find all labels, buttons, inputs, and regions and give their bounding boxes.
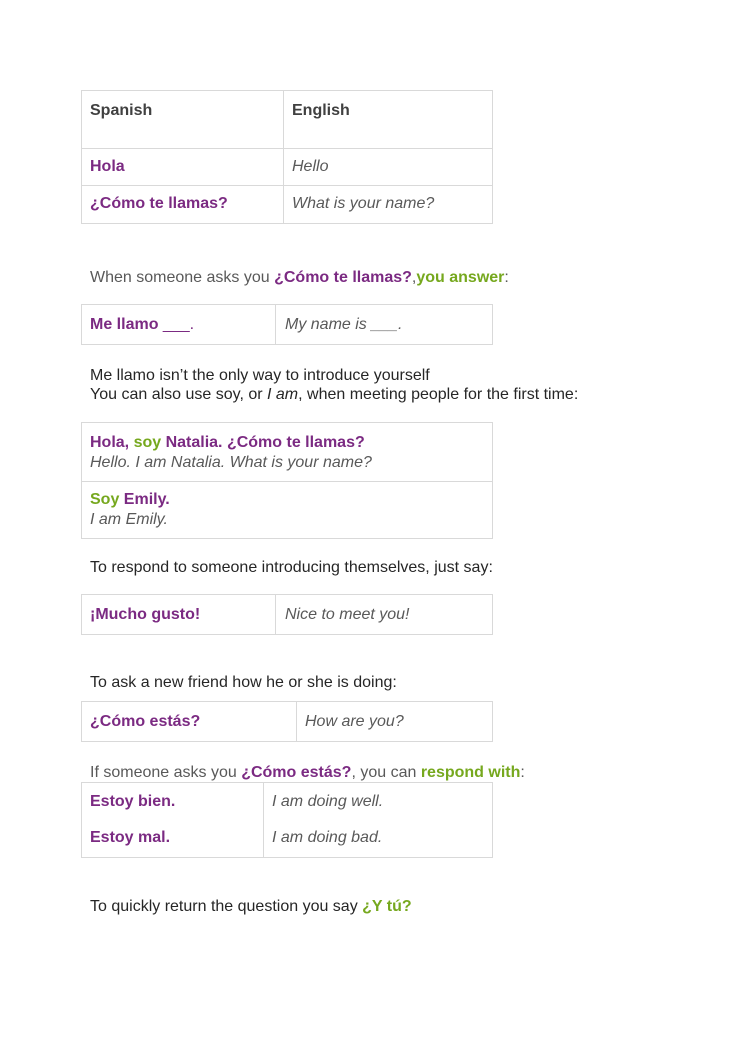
spanish-phrase: Emily.: [119, 491, 170, 508]
paragraph-text: When someone asks you: [90, 269, 275, 286]
english-translation: Hello. I am Natalia. What is your name?: [90, 454, 372, 471]
english-translation: Nice to meet you!: [285, 606, 410, 623]
paragraph-text: :: [520, 764, 525, 781]
spanish-answer: [90, 315, 194, 334]
paragraph-ask-friend: To ask a new friend how he or she is doing:: [90, 674, 397, 691]
highlighted-phrase: you answer: [416, 269, 505, 286]
english-translation: What is your name?: [292, 195, 435, 212]
spanish-phrase: ¿Cómo estás?: [241, 764, 352, 781]
highlighted-word: Soy: [90, 491, 120, 508]
column-header-spanish: Spanish: [90, 102, 153, 119]
blank-placeholder: ___.: [158, 316, 195, 333]
spanish-phrase: ¿Cómo te llamas?: [90, 195, 228, 212]
paragraph-line: Me llamo isn’t the only way to introduce yourself: [90, 367, 430, 384]
highlighted-word: soy: [133, 434, 162, 451]
spanish-phrase: Hola,: [90, 434, 134, 451]
spanish-phrase: Estoy mal.: [90, 829, 171, 846]
paragraph-respond: To respond to someone introducing themselves, just say:: [90, 559, 493, 576]
spanish-phrase: ¿Cómo estás?: [90, 713, 201, 730]
table-column-divider: [263, 782, 264, 858]
emphasis-text: I am: [267, 386, 299, 403]
paragraph-text: ,: [411, 269, 417, 286]
spanish-phrase: ¿Cómo te llamas?: [274, 269, 412, 286]
paragraph-line: [90, 385, 578, 404]
english-translation: I am doing well.: [272, 793, 384, 810]
paragraph-text: , when meeting people for the first time:: [298, 386, 579, 403]
spanish-phrase: Me llamo: [90, 316, 159, 333]
spanish-phrase: ¡Mucho gusto!: [90, 606, 201, 623]
table-column-divider: [275, 594, 276, 635]
english-translation: I am Emily.: [90, 511, 168, 528]
english-translation: I am doing bad.: [272, 829, 383, 846]
english-translation: My name is ___.: [285, 316, 403, 333]
spanish-phrase: Hola: [90, 158, 125, 175]
english-translation: How are you?: [305, 713, 404, 730]
dialog-table-row-divider: [81, 481, 493, 482]
paragraph-when-asked: [90, 268, 509, 287]
dialog-spanish-line: [90, 490, 170, 509]
spanish-phrase: Estoy bien.: [90, 793, 176, 810]
paragraph-text: If someone asks you: [90, 764, 242, 781]
vocab-table-column-divider: [283, 90, 284, 224]
highlighted-phrase: respond with: [420, 764, 521, 781]
spanish-phrase: Natalia. ¿Cómo te llamas?: [161, 434, 365, 451]
paragraph-text: :: [504, 269, 509, 286]
column-header-english: English: [292, 102, 350, 119]
highlighted-phrase: ¿Y tú?: [362, 898, 412, 915]
table-column-divider: [296, 701, 297, 742]
paragraph-text: You can also use soy, or: [90, 386, 267, 403]
vocab-table-row-divider: [81, 148, 493, 149]
paragraph-return-question: [90, 897, 412, 916]
vocab-table-row-divider: [81, 185, 493, 186]
dialog-spanish-line: [90, 433, 365, 452]
paragraph-text: , you can: [351, 764, 421, 781]
paragraph-if-asked: [90, 763, 525, 782]
english-translation: Hello: [292, 158, 329, 175]
paragraph-text: To quickly return the question you say: [90, 898, 363, 915]
answer-table-column-divider: [275, 304, 276, 345]
